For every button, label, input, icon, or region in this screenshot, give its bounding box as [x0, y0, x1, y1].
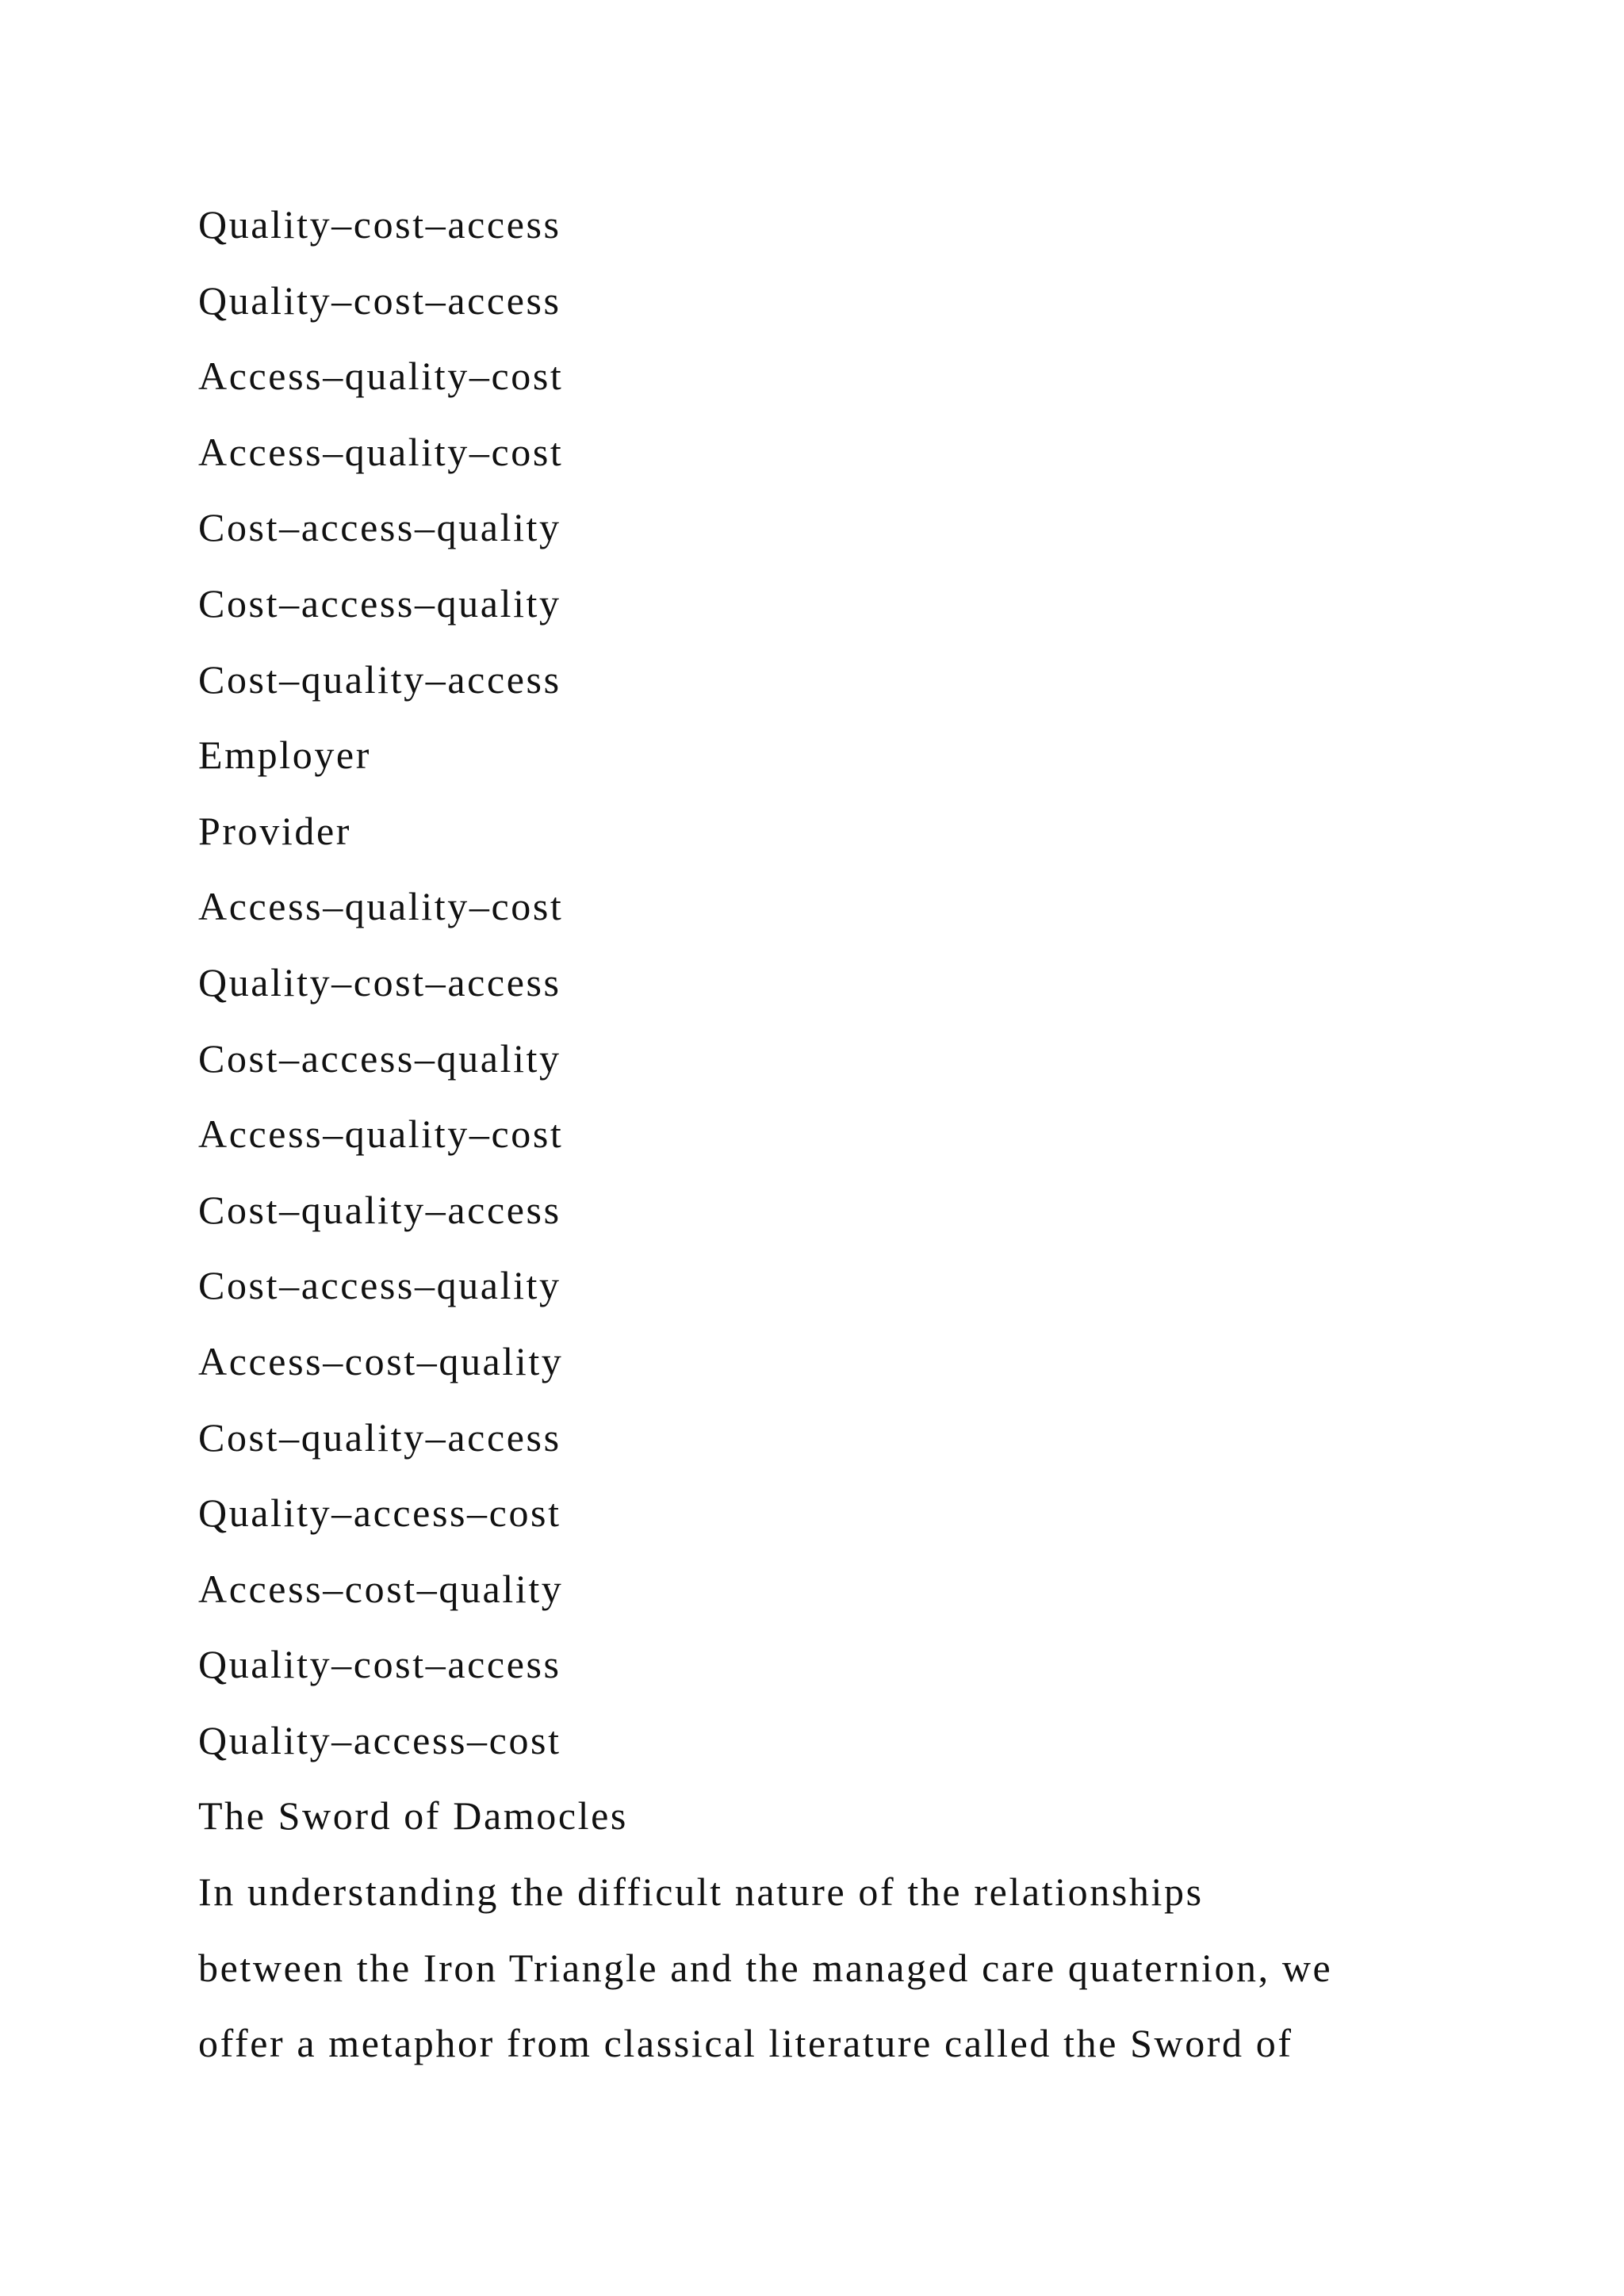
paragraph-line: between the Iron Triangle and the managed care quaternion, we: [198, 1945, 1333, 1990]
text-line: Quality–cost–access: [198, 277, 561, 323]
text-line: Cost–access–quality: [198, 580, 561, 626]
text-line: Cost–quality–access: [198, 1414, 561, 1460]
text-line: Cost–access–quality: [198, 1263, 561, 1308]
text-line: Access–quality–cost: [198, 354, 564, 399]
paragraph-line: offer a metaphor from classical literature called the Sword of: [198, 2021, 1293, 2066]
text-line: Employer: [198, 733, 371, 778]
text-line: Quality–cost–access: [198, 202, 561, 247]
text-line: Quality–access–cost: [198, 1490, 561, 1536]
text-line: Quality–access–cost: [198, 1717, 561, 1762]
text-line: Access–quality–cost: [198, 884, 564, 929]
paragraph-line: In understanding the difficult nature of the relationships: [198, 1869, 1204, 1915]
text-line: Access–cost–quality: [198, 1566, 564, 1611]
text-line: Access–quality–cost: [198, 429, 564, 474]
text-line: Cost–access–quality: [198, 1035, 561, 1081]
text-line: Quality–cost–access: [198, 1642, 561, 1687]
section-heading: The Sword of Damocles: [198, 1793, 628, 1839]
text-line: Access–quality–cost: [198, 1112, 564, 1157]
text-line: Provider: [198, 808, 351, 853]
document-text-block: [198, 187, 1499, 2082]
text-line: Access–cost–quality: [198, 1338, 564, 1383]
text-line: Cost–access–quality: [198, 505, 561, 550]
text-line: Cost–quality–access: [198, 1187, 561, 1232]
text-line: Cost–quality–access: [198, 656, 561, 702]
text-line: Quality–cost–access: [198, 959, 561, 1004]
